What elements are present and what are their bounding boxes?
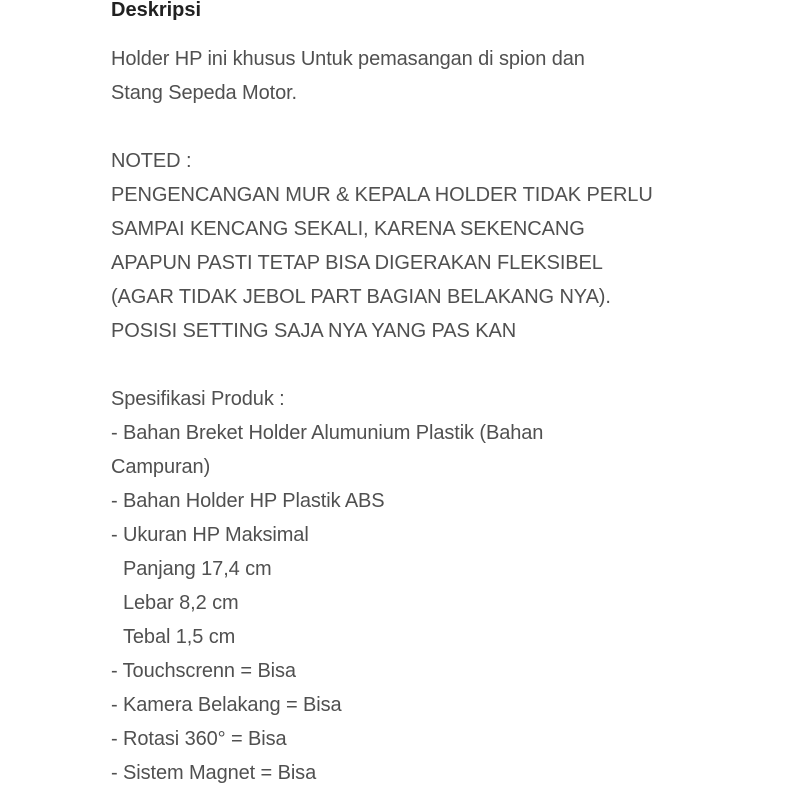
description-blank-line [111,110,751,144]
spec-item-continuation: Campuran) [111,456,211,478]
description-blank-line [111,348,751,382]
spec-item: - Bahan Breket Holder Alumunium Plastik (Bahan [111,422,544,444]
product-description [111,42,751,788]
note-line: PENGENCANGAN MUR & KEPALA HOLDER TIDAK PERLU [111,184,653,206]
spec-item: - Rotasi 360° = Bisa [111,728,287,750]
note-line: POSISI SETTING SAJA NYA YANG PAS KAN [111,320,517,342]
spec-item: - Sistem Magnet = Bisa [111,762,317,784]
note-line: (AGAR TIDAK JEBOL PART BAGIAN BELAKANG NYA). [111,286,611,308]
spec-subitem: Tebal 1,5 cm [123,626,236,648]
spec-item: - Touchscrenn = Bisa [111,660,296,682]
description-line: Stang Sepeda Motor. [111,82,298,104]
note-line: APAPUN PASTI TETAP BISA DIGERAKAN FLEKSIBEL [111,252,603,274]
spec-subitem: Panjang 17,4 cm [123,558,272,580]
note-line: SAMPAI KENCANG SEKALI, KARENA SEKENCANG [111,218,585,240]
spec-item: - Bahan Holder HP Plastik ABS [111,490,385,512]
section-title: Deskripsi [111,0,202,21]
spec-subitem: Lebar 8,2 cm [123,592,239,614]
note-heading: NOTED : [111,150,192,172]
description-line: Holder HP ini khusus Untuk pemasangan di spion dan [111,48,585,70]
spec-heading: Spesifikasi Produk : [111,388,285,410]
spec-item: - Ukuran HP Maksimal [111,524,309,546]
spec-item: - Kamera Belakang = Bisa [111,694,342,716]
